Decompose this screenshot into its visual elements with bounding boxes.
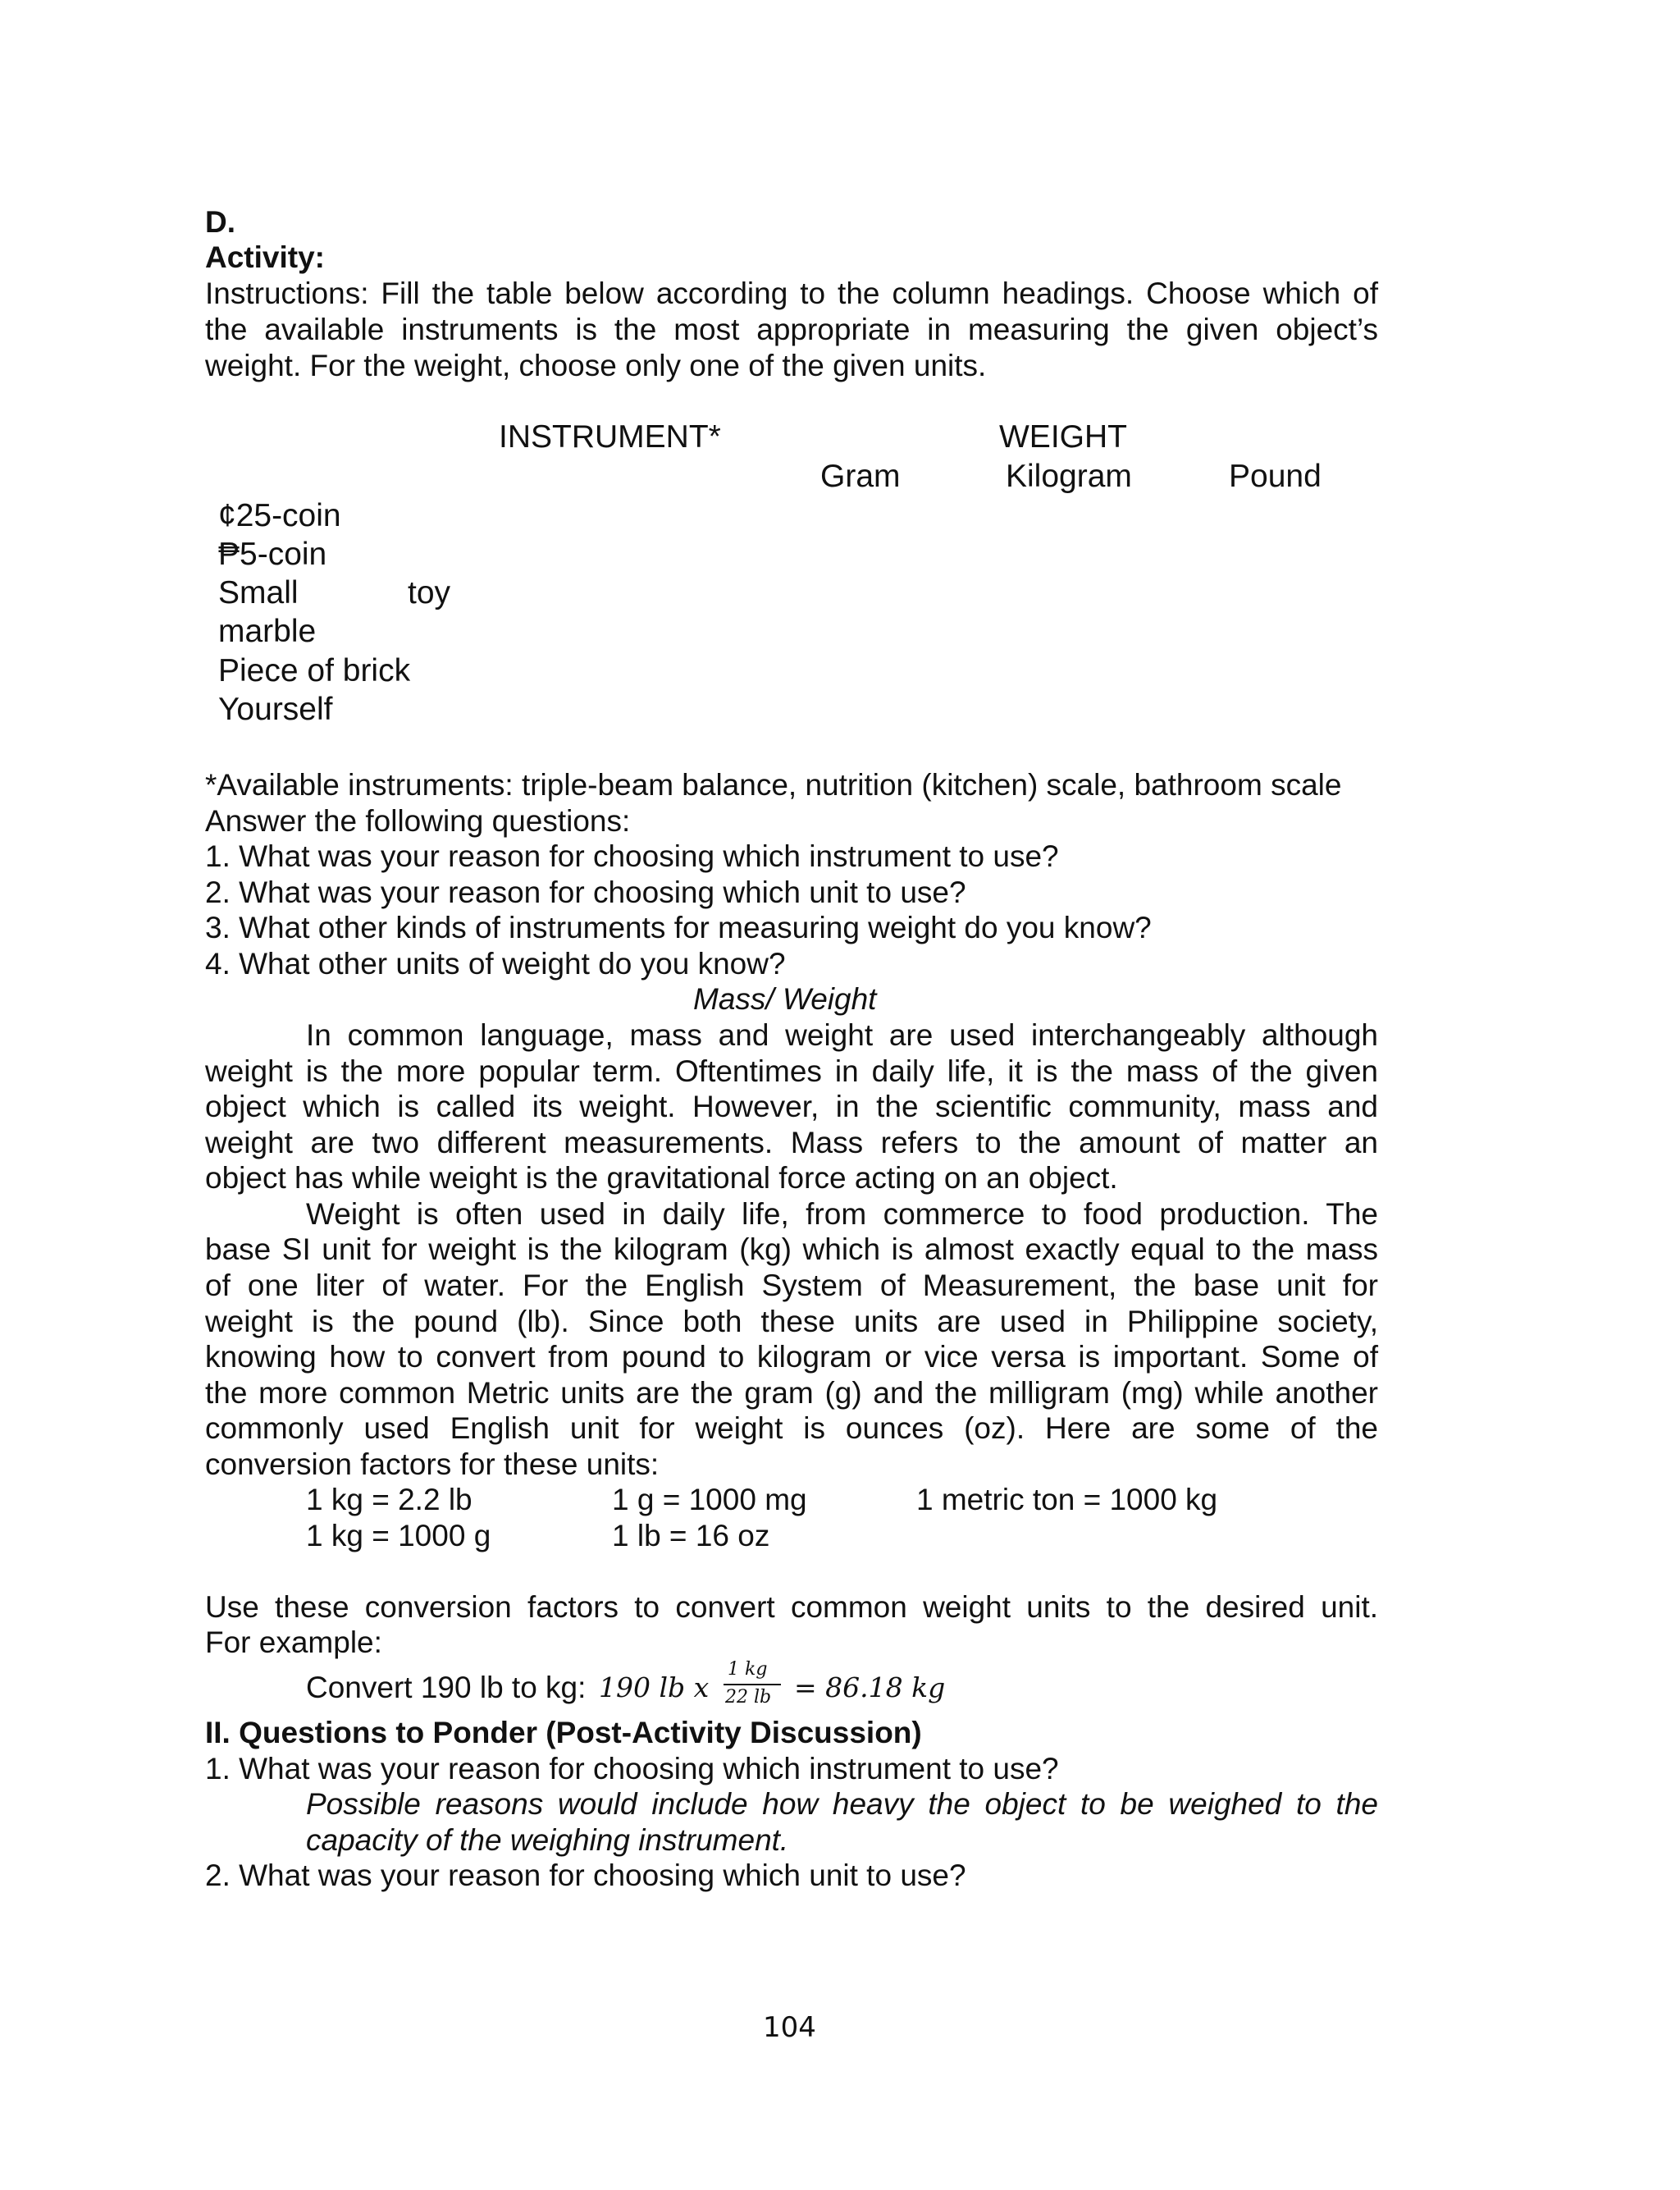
- ponder-question-2: 2. What was your reason for choosing which unit to use?: [205, 1859, 966, 1892]
- unit-kilogram: Kilogram: [1006, 459, 1132, 494]
- instrument-header: INSTRUMENT*: [499, 419, 721, 455]
- row-25-coin: ¢25-coin: [218, 498, 341, 533]
- example-result: = 86.18 kg: [794, 1671, 946, 1703]
- row-toy: toy: [408, 575, 451, 610]
- unit-pound: Pound: [1229, 459, 1322, 494]
- row-small: Small: [218, 575, 299, 610]
- paragraph2-line-4: weight is the pound (lb). Since both these units are used in Philippine society,: [205, 1305, 1378, 1338]
- paragraph1-line-2: weight is the more popular term. Oftentimes in daily life, it is the mass of the given: [205, 1054, 1378, 1088]
- activity-heading: Activity:: [205, 240, 325, 274]
- row-marble: marble: [218, 614, 317, 649]
- paragraph1-line-4: weight are two different measurements. Mass refers to the amount of matter an: [205, 1126, 1378, 1159]
- paragraph2-line-6: the more common Metric units are the gram (g) and the milligram (mg) while another: [205, 1376, 1378, 1410]
- paragraph1-line-3: object which is called its weight. However, in the scientific community, mass and: [205, 1090, 1378, 1123]
- ponder-answer-1-line-1: Possible reasons would include how heavy the object to be weighed to the: [306, 1787, 1378, 1821]
- example-lhs: 190 lb x: [599, 1671, 710, 1703]
- example-denominator: 22 lb: [725, 1687, 772, 1708]
- question-3: 3. What other kinds of instruments for measuring weight do you know?: [205, 911, 1152, 944]
- question-1: 1. What was your reason for choosing which instrument to use?: [205, 839, 1059, 873]
- conversion-ton-kg: 1 metric ton = 1000 kg: [916, 1483, 1218, 1516]
- question-2: 2. What was your reason for choosing which unit to use?: [205, 876, 966, 909]
- paragraph1-line-1: In common language, mass and weight are used interchangeably although: [306, 1018, 1378, 1052]
- questions-intro: Answer the following questions:: [205, 804, 631, 838]
- conversion-g-mg: 1 g = 1000 mg: [612, 1483, 807, 1516]
- paragraph2-line-3: of one liter of water. For the English System of Measurement, the base unit for: [205, 1269, 1378, 1302]
- fraction-bar: [724, 1684, 781, 1685]
- use-text-line-2: For example:: [205, 1625, 382, 1659]
- section-letter: D.: [205, 205, 235, 239]
- row-5-coin: ₱5-coin: [218, 537, 327, 572]
- example-label: Convert 190 lb to kg:: [306, 1671, 587, 1704]
- conversion-kg-lb: 1 kg = 2.2 lb: [306, 1483, 472, 1516]
- paragraph2-line-5: knowing how to convert from pound to kilogram or vice versa is important. Some of: [205, 1340, 1378, 1374]
- paragraph1-line-5: object has while weight is the gravitational force acting on an object.: [205, 1161, 1118, 1195]
- conversion-kg-g: 1 kg = 1000 g: [306, 1519, 491, 1552]
- question-4: 4. What other units of weight do you know?: [205, 947, 786, 981]
- section2-heading: II. Questions to Ponder (Post-Activity Discussion): [205, 1716, 922, 1749]
- instructions-line-2: the available instruments is the most appropriate in measuring the given object’s: [205, 313, 1378, 346]
- ponder-question-1: 1. What was your reason for choosing which instrument to use?: [205, 1752, 1059, 1785]
- paragraph2-line-2: base SI unit for weight is the kilogram (kg) which is almost exactly equal to the mass: [205, 1232, 1378, 1266]
- paragraph2-line-8: conversion factors for these units:: [205, 1447, 660, 1481]
- page-number: 104: [763, 2011, 816, 2044]
- conversion-lb-oz: 1 lb = 16 oz: [612, 1519, 770, 1552]
- row-yourself: Yourself: [218, 692, 333, 727]
- example-numerator: 1 kg: [728, 1659, 768, 1680]
- mass-weight-title: Mass/ Weight: [693, 982, 877, 1016]
- paragraph2-line-7: commonly used English unit for weight is ounces (oz). Here are some of the: [205, 1411, 1378, 1445]
- use-text-line-1: Use these conversion factors to convert common weight units to the desired unit.: [205, 1590, 1378, 1624]
- instruments-footnote: *Available instruments: triple-beam balance, nutrition (kitchen) scale, bathroom scale: [205, 768, 1342, 802]
- instructions-line-3: weight. For the weight, choose only one of the given units.: [205, 349, 987, 382]
- weight-header: WEIGHT: [999, 419, 1127, 455]
- row-piece-of-brick: Piece of brick: [218, 653, 411, 688]
- ponder-answer-1-line-2: capacity of the weighing instrument.: [306, 1823, 789, 1857]
- unit-gram: Gram: [820, 459, 901, 494]
- paragraph2-line-1: Weight is often used in daily life, from commerce to food production. The: [306, 1197, 1378, 1231]
- instructions-line-1: Instructions: Fill the table below according to the column headings. Choose which of: [205, 277, 1378, 310]
